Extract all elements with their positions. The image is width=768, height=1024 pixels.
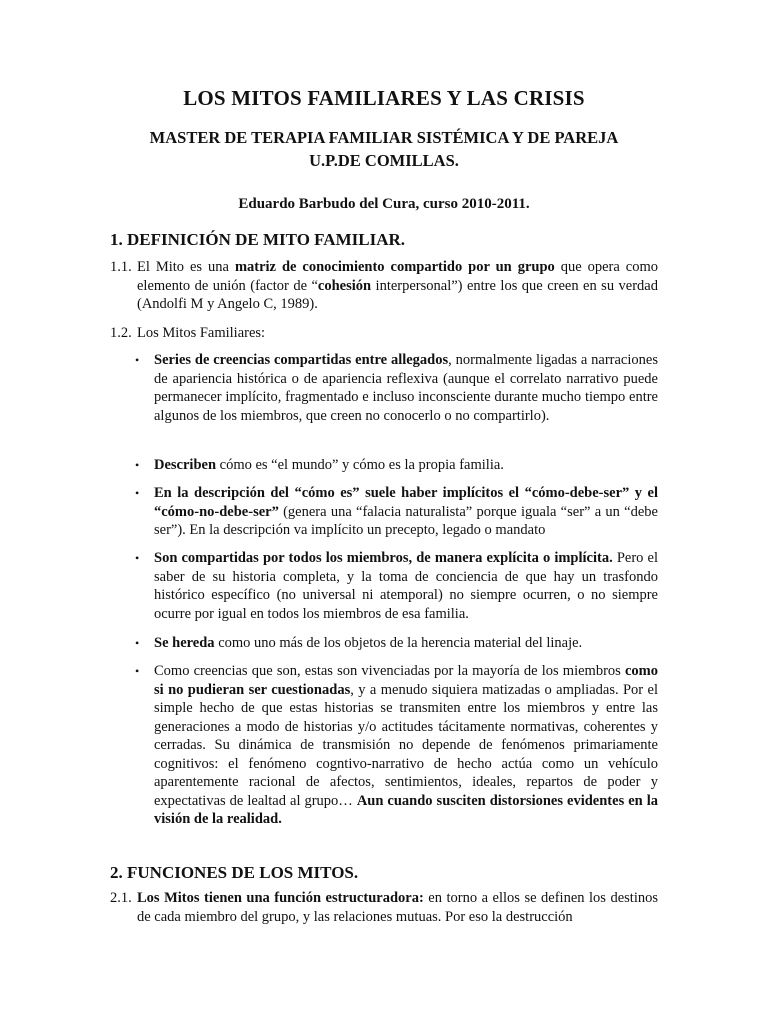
document-subtitle-line1: MASTER DE TERAPIA FAMILIAR SISTÉMICA Y DE PAREJA — [149, 128, 619, 147]
bullet-icon: • — [135, 353, 140, 367]
item-number: 1.2. — [110, 325, 132, 341]
bullet-icon: • — [135, 551, 140, 565]
numbered-item-1-1 — [110, 258, 658, 314]
bullet-text — [135, 549, 658, 623]
section-2-heading: 2. FUNCIONES DE LOS MITOS. — [110, 863, 359, 882]
bullet-item-1 — [135, 351, 658, 425]
bullet-text — [135, 634, 658, 653]
text-run: como uno más de los objetos de la herencia material del linaje. — [214, 635, 583, 651]
item-text — [110, 258, 658, 314]
item-text: Los Mitos Familiares: — [137, 325, 266, 341]
text-run: en torno a ellos se definen los destinos de cada miembro del grupo, y las relaciones mutuas. Por eso la destrucción — [137, 890, 658, 925]
section-1-heading: 1. DEFINICIÓN DE MITO FAMILIAR. — [110, 230, 406, 249]
text-run: interpersonal”) entre los que creen en su verdad (Andolfi M y Angelo C, 1989). — [137, 277, 658, 312]
bullet-item-5 — [135, 634, 658, 653]
bullet-text — [135, 662, 658, 829]
text-run: , normalmente ligadas a narraciones de apariencia histórica o de apariencia reflexiva (aunque el correlato narrativo puede permanecer implícito, fragmentado e incluso inconsciente durante mucho tiempo entre algunos de los miembros, que creen no conocerlo o no compartirlo). — [154, 352, 658, 424]
bullet-item-2 — [135, 456, 658, 475]
document-title: LOS MITOS FAMILIARES Y LAS CRISIS — [183, 86, 585, 110]
bold-run: Series de creencias compartidas entre allegados — [154, 352, 449, 368]
numbered-item-2-1 — [110, 889, 658, 926]
text-run: Pero el saber de su historia completa, y la toma de conciencia de que hay un trasfondo histórico específico (no universal ni atemporal) no siempre ocurren, o no siempre ocurre por igual en todos los miembros de esa familia. — [154, 550, 658, 622]
bullet-text — [135, 484, 658, 540]
item-number: 2.1. — [110, 890, 132, 906]
document-author: Eduardo Barbudo del Cura, curso 2010-2011. — [238, 196, 530, 212]
bold-run: Describen — [154, 457, 217, 473]
text-run: cómo es “el mundo” y cómo es la propia familia. — [216, 457, 504, 473]
bullet-item-6 — [135, 662, 658, 829]
bold-run: Son compartidas por todos los miembros, de manera explícita o implícita. — [154, 550, 613, 566]
item-text — [110, 889, 658, 926]
bold-run: En la descripción del “cómo es” suele haber implícitos el “cómo-debe-ser” y el “cómo-no-debe-ser” — [154, 485, 658, 520]
bold-run: matriz de conocimiento compartido por un grupo — [234, 259, 555, 275]
bullet-text — [135, 351, 658, 425]
bold-run: Los Mitos tienen una función estructuradora: — [137, 890, 424, 906]
bold-run: como si no pudieran ser cuestionadas — [154, 663, 658, 698]
bullet-icon: • — [135, 486, 140, 500]
bullet-icon: • — [135, 458, 140, 472]
bullet-icon: • — [135, 664, 140, 678]
text-run: (genera una “falacia naturalista” porque iguala “ser” a un “debe ser”). En la descripción va implícito un precepto, legado o mandato — [154, 503, 658, 538]
text-run: , y a menudo siquiera matizadas o ampliadas. Por el simple hecho de que estas historias se transmiten entre los miembros y entre las generaciones a modo de historias y/o actitudes tácitamente normativas, coherentes y cerradas. Su dinámica de transmisión no depende de fenómenos primariamente cognitivos: el fenómeno cogntivo-narrativo de hecho actúa como un vehículo aparentemente racional de afectos, sentimientos, ideales, repartos de poder y expectativas de lealtad al grupo… — [154, 681, 658, 809]
text-run: Como creencias que son, estas son vivenciadas por la mayoría de los miembros — [154, 663, 625, 679]
text-run: que opera como elemento de unión (factor de “ — [137, 259, 658, 294]
bullet-text — [135, 456, 658, 475]
bullet-item-3 — [135, 484, 658, 540]
bold-run: Se hereda — [154, 635, 215, 651]
bullet-item-4 — [135, 549, 658, 623]
item-number: 1.1. — [110, 259, 132, 275]
document-subtitle-line2: U.P.DE COMILLAS. — [309, 151, 459, 170]
numbered-item-1-2 — [110, 324, 658, 343]
bold-run: Aun cuando susciten distorsiones evidentes en la visión de la realidad. — [154, 792, 658, 827]
text-run: El Mito es una — [137, 259, 235, 275]
bullet-icon: • — [135, 636, 140, 650]
bold-run: cohesión — [317, 277, 372, 294]
